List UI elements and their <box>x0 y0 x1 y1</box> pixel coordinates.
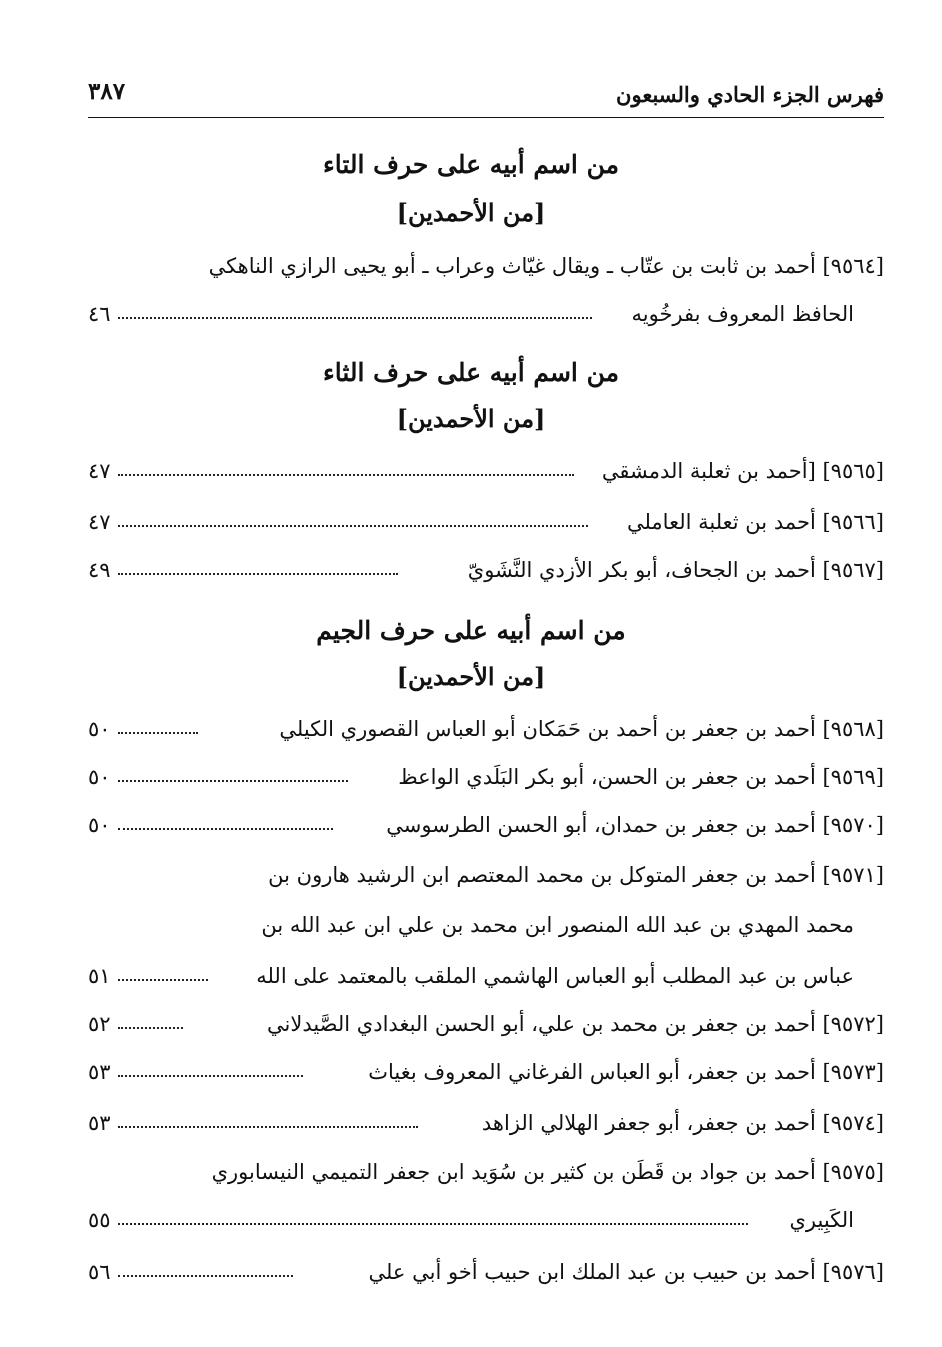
entry-page-number: ٥٣ <box>88 1060 111 1084</box>
index-entry-9564-continued <box>88 294 884 334</box>
index-entry-9569 <box>88 757 884 797</box>
dot-leader <box>118 573 398 575</box>
entry-text: [٩٥٧٣] أحمد بن جعفر، أبو العباس الفرغاني المعروف بغياث <box>368 1060 884 1084</box>
index-entry-9565 <box>88 451 884 491</box>
dot-leader <box>118 1126 418 1128</box>
dot-leader <box>118 1223 748 1225</box>
entry-text: عباس بن عبد المطلب أبو العباس الهاشمي الملقب بالمعتمد على الله <box>256 964 854 988</box>
index-entry-9566 <box>88 502 884 542</box>
entry-page-number: ٥٠ <box>88 717 111 741</box>
section-subheading-jim: [من الأحمدين] <box>396 662 546 691</box>
entry-page-number: ٥٠ <box>88 813 111 837</box>
index-entry-9571-continued <box>88 905 884 945</box>
entry-text: [٩٥٧٥] أحمد بن جواد بن قَطَن بن كثير بن سُوَيد ابن جعفر التميمي النيسابوري <box>211 1160 884 1184</box>
entry-text: [٩٥٦٧] أحمد بن الجحاف، أبو بكر الأزدي النَّشَويّ <box>467 558 884 582</box>
index-entry-9574 <box>88 1103 884 1143</box>
entry-text: [٩٥٧١] أحمد بن جعفر المتوكل بن محمد المعتصم ابن الرشيد هارون بن <box>268 863 884 887</box>
entry-page-number: ٤٦ <box>88 302 111 326</box>
entry-text: [٩٥٧٦] أحمد بن حبيب بن عبد الملك ابن حبيب أخو أبي علي <box>368 1260 884 1284</box>
dot-leader <box>118 1075 303 1077</box>
section-subheading-tha: [من الأحمدين] <box>396 404 546 433</box>
entry-text: محمد المهدي بن عبد الله المنصور ابن محمد بن علي ابن عبد الله بن <box>261 913 854 937</box>
index-entry-9568 <box>88 709 884 749</box>
header-rule <box>88 117 884 118</box>
running-header-title: فهرس الجزء الحادي والسبعون <box>616 82 884 107</box>
entry-text: [٩٥٧٢] أحمد بن جعفر بن محمد بن علي، أبو الحسن البغدادي الصَّيدلاني <box>267 1012 884 1036</box>
page-number: ٣٨٧ <box>88 78 126 105</box>
index-entry-9575-continued <box>88 1200 884 1240</box>
entry-page-number: ٥٢ <box>88 1012 111 1036</box>
entry-page-number: ٥١ <box>88 964 111 988</box>
index-entry-9573 <box>88 1052 884 1092</box>
index-entry-9567 <box>88 550 884 590</box>
index-entry-9564 <box>88 246 884 286</box>
index-entry-9575 <box>88 1152 884 1192</box>
dot-leader <box>118 1275 293 1277</box>
index-entry-9576 <box>88 1252 884 1292</box>
dot-leader <box>118 732 198 734</box>
section-subheading-ta: [من الأحمدين] <box>396 198 546 227</box>
index-entry-9571-continued-2 <box>88 956 884 996</box>
entry-page-number: ٥٠ <box>88 765 111 789</box>
section-heading-ta: من اسم أبيه على حرف التاء <box>323 150 619 179</box>
entry-text: [٩٥٦٥] [أحمد بن ثعلبة الدمشقي <box>601 459 884 483</box>
index-entry-9572 <box>88 1004 884 1044</box>
section-heading-tha: من اسم أبيه على حرف الثاء <box>323 358 619 387</box>
entry-text: [٩٥٦٨] أحمد بن جعفر بن أحمد بن حَمَكان أبو العباس القصوري الكيلي <box>279 717 884 741</box>
dot-leader <box>118 780 348 782</box>
dot-leader <box>118 525 588 527</box>
entry-text: الحافظ المعروف بفرخُويه <box>631 302 854 326</box>
dot-leader <box>118 1027 183 1029</box>
entry-page-number: ٤٧ <box>88 510 111 534</box>
dot-leader <box>118 828 333 830</box>
entry-text: [٩٥٦٤] أحمد بن ثابت بن عتّاب ـ ويقال غيّاث وعراب ـ أبو يحيى الرازي الناهكي <box>208 254 884 278</box>
entry-page-number: ٥٥ <box>88 1208 111 1232</box>
entry-text: [٩٥٧٠] أحمد بن جعفر بن حمدان، أبو الحسن الطرسوسي <box>386 813 884 837</box>
entry-text: [٩٥٦٦] أحمد بن ثعلبة العاملي <box>626 510 884 534</box>
index-entry-9571 <box>88 855 884 895</box>
entry-text: [٩٥٦٩] أحمد بن جعفر بن الحسن، أبو بكر البَلَدي الواعظ <box>398 765 884 789</box>
entry-page-number: ٥٣ <box>88 1111 111 1135</box>
entry-text: [٩٥٧٤] أحمد بن جعفر، أبو جعفر الهلالي الزاهد <box>481 1111 884 1135</box>
entry-text: الكَبِيري <box>789 1208 854 1232</box>
dot-leader <box>118 474 574 476</box>
section-heading-jim: من اسم أبيه على حرف الجيم <box>316 616 626 645</box>
index-entry-9570 <box>88 805 884 845</box>
entry-page-number: ٤٩ <box>88 558 111 582</box>
dot-leader <box>118 979 208 981</box>
entry-page-number: ٤٧ <box>88 459 111 483</box>
entry-page-number: ٥٦ <box>88 1260 111 1284</box>
dot-leader <box>118 317 592 319</box>
